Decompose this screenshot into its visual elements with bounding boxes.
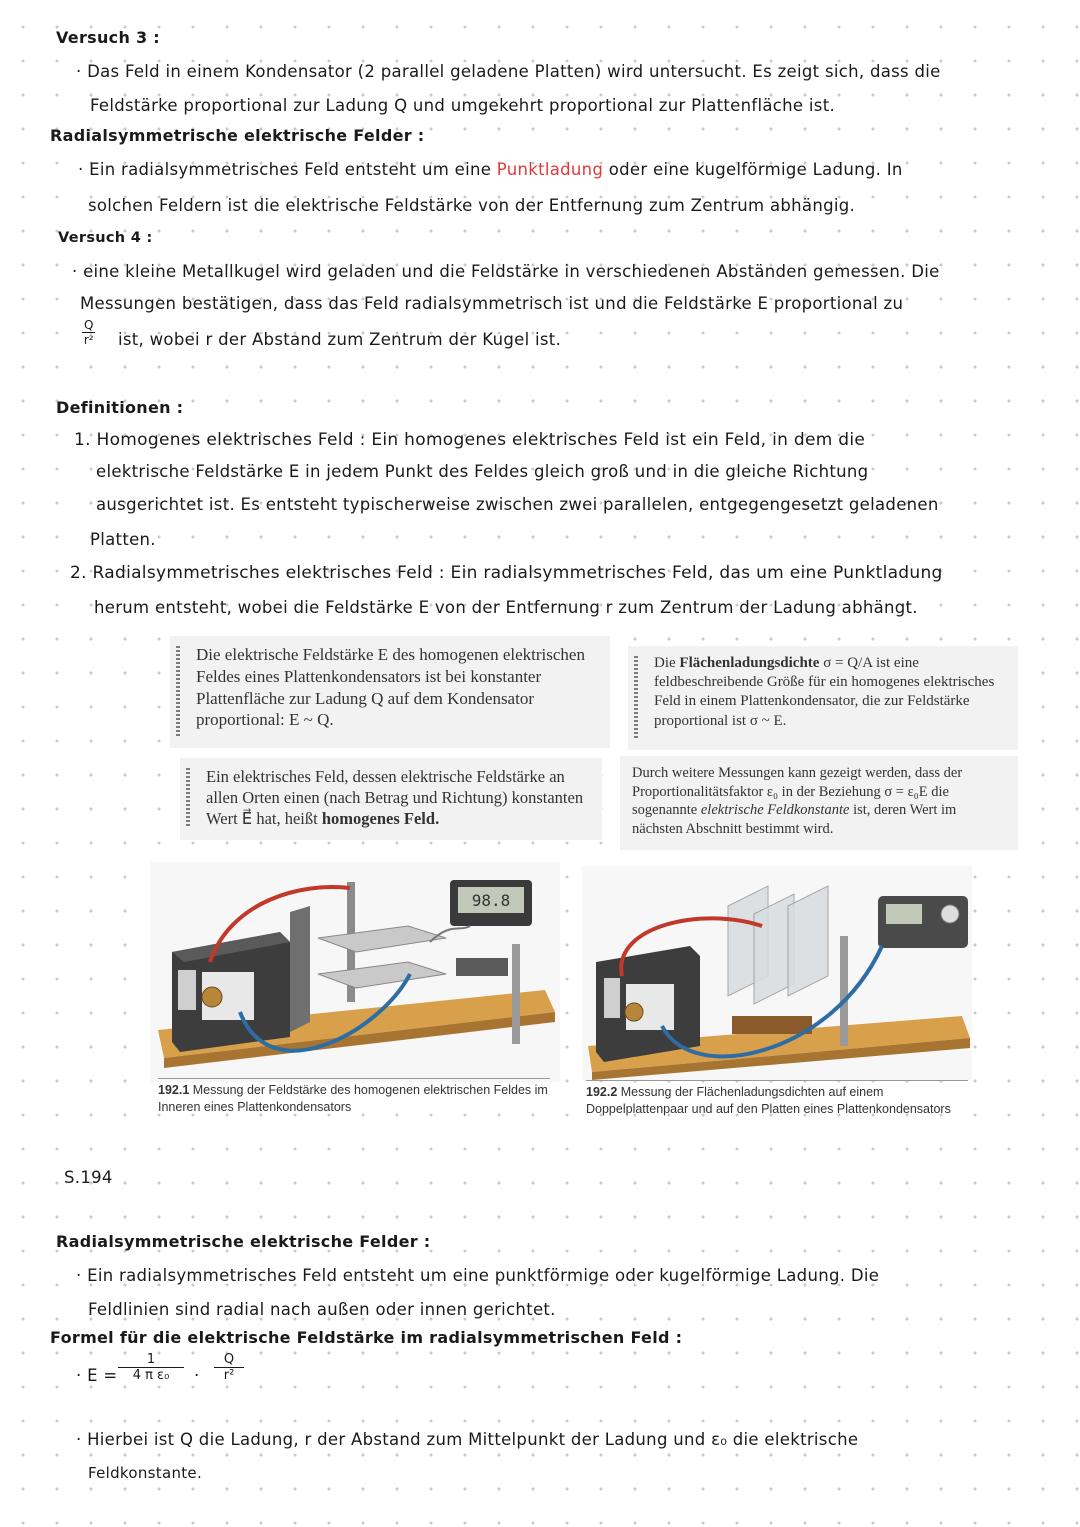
- stand-rod: [840, 936, 848, 1046]
- heading-versuch-3: Versuch 3 :: [56, 28, 161, 47]
- formula-dot: ·: [194, 1366, 200, 1385]
- formula-lhs: · E =: [76, 1366, 118, 1385]
- box-text-part: σ = Q/A ist eine feldbeschreibende Größe für ein homogenes elektrisches Feld in einem Plattenkondensator, die zur Feldstärke proportional ist σ ~ E.: [654, 655, 995, 729]
- note-line: · Ein radialsymmetrisches Feld entsteht um eine punktförmige oder kugelförmige Ladung. Die: [76, 1266, 880, 1285]
- base-block: [732, 1016, 812, 1034]
- page-reference: S.194: [64, 1168, 113, 1187]
- heading-radialsymmetrisch: Radialsymmetrische elektrische Felder :: [50, 126, 425, 145]
- note-line: elektrische Feldstärke E in jedem Punkt des Feldes gleich groß und in die gleiche Richtung: [96, 462, 869, 481]
- box-bold-term: homogenes Feld.: [321, 809, 440, 829]
- clamp-rod: [512, 944, 520, 1044]
- figure-caption-1: [158, 1082, 558, 1116]
- fraction-numerator: 1: [118, 1352, 184, 1368]
- caption-number: 192.1: [158, 1083, 190, 1097]
- caption-rule: [158, 1078, 550, 1079]
- power-knob: [625, 1003, 643, 1021]
- heading-formel: Formel für die elektrische Feldstärke im radialsymmetrischen Feld :: [50, 1328, 683, 1347]
- fraction-numerator: Q: [84, 318, 94, 332]
- box-text-part: Ein elektrisches Feld, dessen elektrische Feldstärke an allen Orten einen (nach Betrag und Richtung) konstanten Wert E⃗ hat, heißt: [206, 767, 584, 829]
- box-text: [206, 766, 594, 829]
- fraction-q-over-r2: [214, 1352, 244, 1383]
- stand-block: [290, 906, 310, 1032]
- power-knob: [202, 987, 222, 1007]
- box-italic-term: elektrische Feldkonstante: [700, 802, 850, 819]
- heading-radialsymmetrisch-2: Radialsymmetrische elektrische Felder :: [56, 1232, 431, 1251]
- note-line: Platten.: [90, 530, 156, 549]
- box-bar: [186, 768, 190, 828]
- figure-plattenkondensator: [150, 862, 560, 1082]
- note-line: solchen Feldern ist die elektrische Feldstärke von der Entfernung zum Zentrum abhängig.: [88, 196, 856, 215]
- box-text-part: ist, deren Wert im nächsten Abschnitt bestimmt wird.: [632, 802, 957, 837]
- note-line: ausgerichtet ist. Es entsteht typischerweise zwischen zwei parallelen, entgegengesetzt geladenen: [96, 495, 939, 514]
- note-line: herum entsteht, wobei die Feldstärke E von der Entfernung r zum Zentrum der Ladung abhängt.: [94, 598, 918, 617]
- caption-rule: [586, 1080, 968, 1081]
- note-text: oder eine kugelförmige Ladung. In: [603, 160, 903, 179]
- note-line: · Das Feld in einem Kondensator (2 parallel geladene Platten) wird untersucht. Es zeigt sich, dass die: [76, 62, 941, 81]
- box-bar: [176, 646, 180, 736]
- power-panel: [604, 978, 620, 1018]
- fraction-q-over-r2: [82, 318, 95, 347]
- fraction-denominator: 4 π ε₀: [132, 1368, 170, 1383]
- fraction-denominator: r²: [83, 333, 94, 347]
- note-line: ist, wobei r der Abstand zum Zentrum der Kugel ist.: [118, 330, 562, 349]
- definition-1: 1. Homogenes elektrisches Feld : Ein homogenes elektrisches Feld ist ein Feld, in dem die: [74, 430, 866, 450]
- textbook-box-feldkonstante: [620, 756, 1018, 850]
- figure-caption-2: [586, 1084, 974, 1118]
- box-text: [632, 764, 1010, 838]
- sensor-box: [456, 958, 508, 976]
- highlight-punktladung: Punktladung: [496, 160, 604, 179]
- fraction-numerator: Q: [214, 1352, 244, 1368]
- definition-2: 2. Radialsymmetrisches elektrisches Feld : Ein radialsymmetrisches Feld, das um eine Punktladung: [70, 563, 943, 583]
- box-text-part: Durch weitere Messungen kann gezeigt werden, dass der Proportionalitätsfaktor ε₀ in der Beziehung σ = ε₀E die sogenannte: [632, 765, 963, 819]
- power-panel: [178, 970, 196, 1010]
- textbook-box-homogenes-feld: [180, 758, 602, 840]
- textbook-box-flaechenladungsdichte: [628, 646, 1018, 750]
- caption-text: Messung der Feldstärke des homogenen elektrischen Feldes im Inneren eines Plattenkondensators: [158, 1083, 548, 1114]
- box-text: Die elektrische Feldstärke E des homogenen elektrischen Feldes eines Plattenkondensators ist bei konstanter Plattenfläche zur Ladung Q auf dem Kondensator proportional: E ~ Q.: [196, 645, 585, 730]
- box-bold-term: Flächenladungsdichte: [679, 655, 820, 671]
- textbook-box-feldstaerke: [170, 636, 610, 748]
- fraction-denominator: r²: [223, 1368, 235, 1383]
- note-line: Feldkonstante.: [88, 1464, 203, 1482]
- note-line: · Hierbei ist Q die Ladung, r der Abstand zum Mittelpunkt der Ladung und ε₀ die elektrische: [76, 1430, 859, 1449]
- plate-c: [788, 886, 828, 996]
- figure-doppelplatten: [582, 866, 972, 1080]
- note-line: [78, 160, 903, 179]
- caption-number: 192.2: [586, 1085, 618, 1099]
- meter-dial: [941, 905, 959, 923]
- caption-text: Messung der Flächenladungsdichten auf einem Doppelplattenpaar und auf den Platten eines Plattenkondensators: [586, 1085, 951, 1116]
- note-text: · Ein radialsymmetrisches Feld entsteht um eine: [78, 160, 497, 179]
- fraction-one-over-4-pi-eps0: [118, 1352, 184, 1383]
- heading-versuch-4: Versuch 4 :: [58, 230, 153, 246]
- note-line: Feldstärke proportional zur Ladung Q und umgekehrt proportional zur Plattenfläche ist.: [90, 96, 836, 115]
- meter-display: [886, 904, 922, 924]
- meter-readout: 98.8: [471, 891, 511, 910]
- note-line: Messungen bestätigen, dass das Feld radialsymmetrisch ist und die Feldstärke E proportional zu: [80, 294, 904, 313]
- box-text-part: Die: [654, 655, 680, 671]
- note-line: Feldlinien sind radial nach außen oder innen gerichtet.: [88, 1300, 556, 1319]
- note-line: · eine kleine Metallkugel wird geladen und die Feldstärke in verschiedenen Abständen gemessen. Die: [72, 262, 940, 281]
- box-bar: [634, 656, 638, 738]
- heading-definitionen: Definitionen :: [56, 398, 184, 417]
- box-text: [654, 654, 1010, 731]
